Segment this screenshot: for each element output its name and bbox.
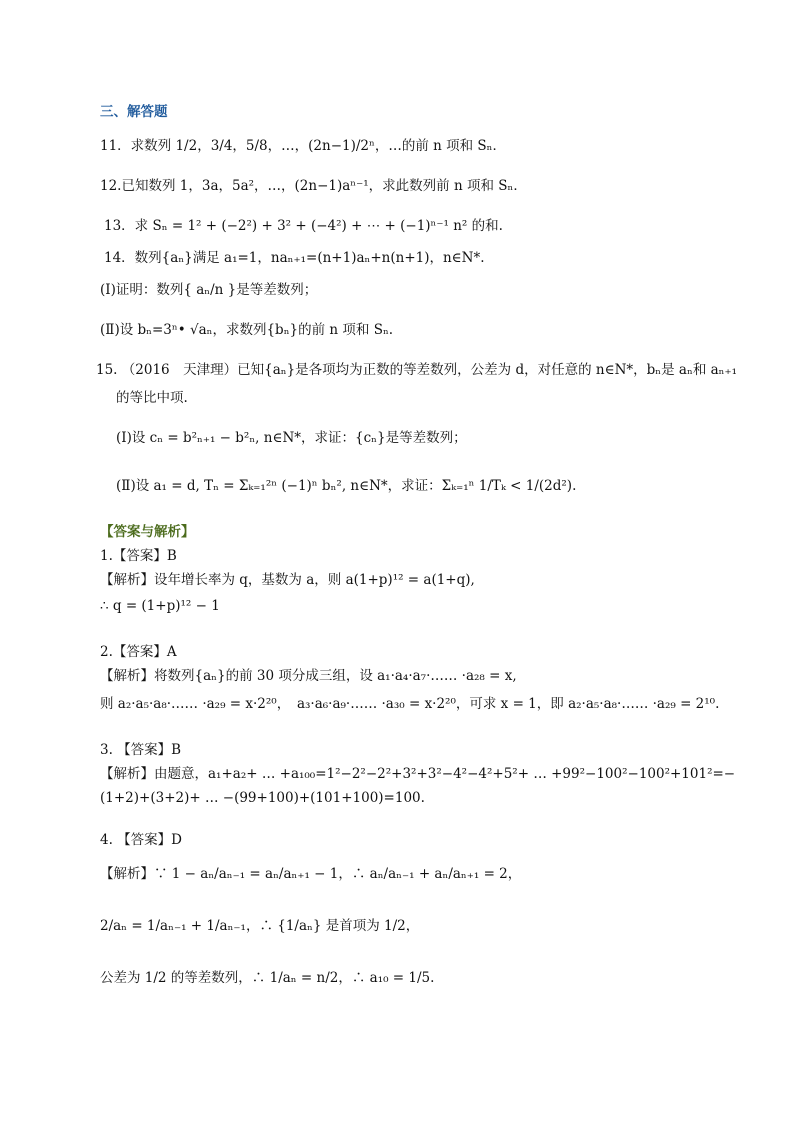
answer-1-explanation: 【解析】设年增长率为 q，基数为 a，则 a(1+p)¹² = a(1+q), bbox=[100, 572, 475, 588]
answer-2-key: 2.【答案】A bbox=[100, 644, 177, 660]
question-15-part-2: (Ⅱ)设 a₁ = d, Tₙ = Σₖ₌₁²ⁿ (−1)ⁿ bₙ², n∈N*，求证：Σₖ₌₁ⁿ 1/Tₖ < 1/(2d²). bbox=[116, 478, 577, 494]
answers-title: 【答案与解析】 bbox=[100, 524, 195, 540]
answer-4-result: 公差为 1/2 的等差数列，∴ 1/aₙ = n/2，∴ a₁₀ = 1/5. bbox=[100, 970, 435, 986]
answer-1-result: ∴ q = (1+p)¹² − 1 bbox=[100, 598, 220, 614]
question-14-part-2: (Ⅱ)设 bₙ=3ⁿ• √aₙ，求数列{bₙ}的前 n 项和 Sₙ. bbox=[100, 322, 394, 338]
question-14: 14．数列{aₙ}满足 a₁=1，naₙ₊₁=(n+1)aₙ+n(n+1)，n∈N*. bbox=[104, 250, 485, 266]
question-12: 12.已知数列 1，3a，5a²，…，(2n−1)aⁿ⁻¹，求此数列前 n 项和 Sₙ． bbox=[100, 178, 527, 194]
answer-3-explanation: 【解析】由题意，a₁+a₂+ … +a₁₀₀=1²−2²−2²+3²+3²−4²−4²+5²+ … +99²−100²−100²+101²=− bbox=[100, 766, 736, 782]
answer-3-key: 3. 【答案】B bbox=[100, 742, 182, 758]
question-14-part-1: (Ⅰ)证明：数列{ aₙ/n }是等差数列； bbox=[100, 282, 318, 298]
question-15-cont: 的等比中项. bbox=[116, 390, 188, 406]
answer-4-key: 4. 【答案】D bbox=[100, 832, 182, 848]
answer-4-explanation: 【解析】∵ 1 − aₙ/aₙ₋₁ = aₙ/aₙ₊₁ − 1，∴ aₙ/aₙ₋₁ + aₙ/aₙ₊₁ = 2， bbox=[100, 866, 522, 882]
answer-2-result: 则 a₂·a₅·a₈·…… ·a₂₉ = x·2²⁰， a₃·a₆·a₉·…… ·a₃₀ = x·2²⁰，可求 x = 1，即 a₂·a₅·a₈·…… ·a₂₉ = 2¹⁰. bbox=[100, 696, 720, 712]
question-11: 11．求数列 1/2，3/4，5/8，…，(2n−1)/2ⁿ，…的前 n 项和 Sₙ． bbox=[100, 138, 507, 154]
question-15-part-1: (Ⅰ)设 cₙ = b²ₙ₊₁ − b²ₙ, n∈N*，求证：{cₙ}是等差数列； bbox=[116, 430, 467, 446]
answer-4-step: 2/aₙ = 1/aₙ₋₁ + 1/aₙ₋₁，∴ {1/aₙ} 是首项为 1/2， bbox=[100, 918, 420, 934]
question-13: 13．求 Sₙ = 1² + (−2²) + 3² + (−4²) + ⋯ + (−1)ⁿ⁻¹ n² 的和. bbox=[104, 218, 503, 234]
answer-3-result: (1+2)+(3+2)+ … −(99+100)+(101+100)=100. bbox=[100, 790, 425, 806]
section-title: 三、解答题 bbox=[100, 104, 168, 120]
answer-1-key: 1.【答案】B bbox=[100, 548, 177, 564]
answer-2-explanation: 【解析】将数列{aₙ}的前 30 项分成三组，设 a₁·a₄·a₇·…… ·a₂₈ = x, bbox=[100, 668, 517, 684]
question-15: 15. （2016 天津理）已知{aₙ}是各项均为正数的等差数列，公差为 d，对任意的 n∈N*，bₙ是 aₙ和 aₙ₊₁ bbox=[96, 362, 738, 378]
